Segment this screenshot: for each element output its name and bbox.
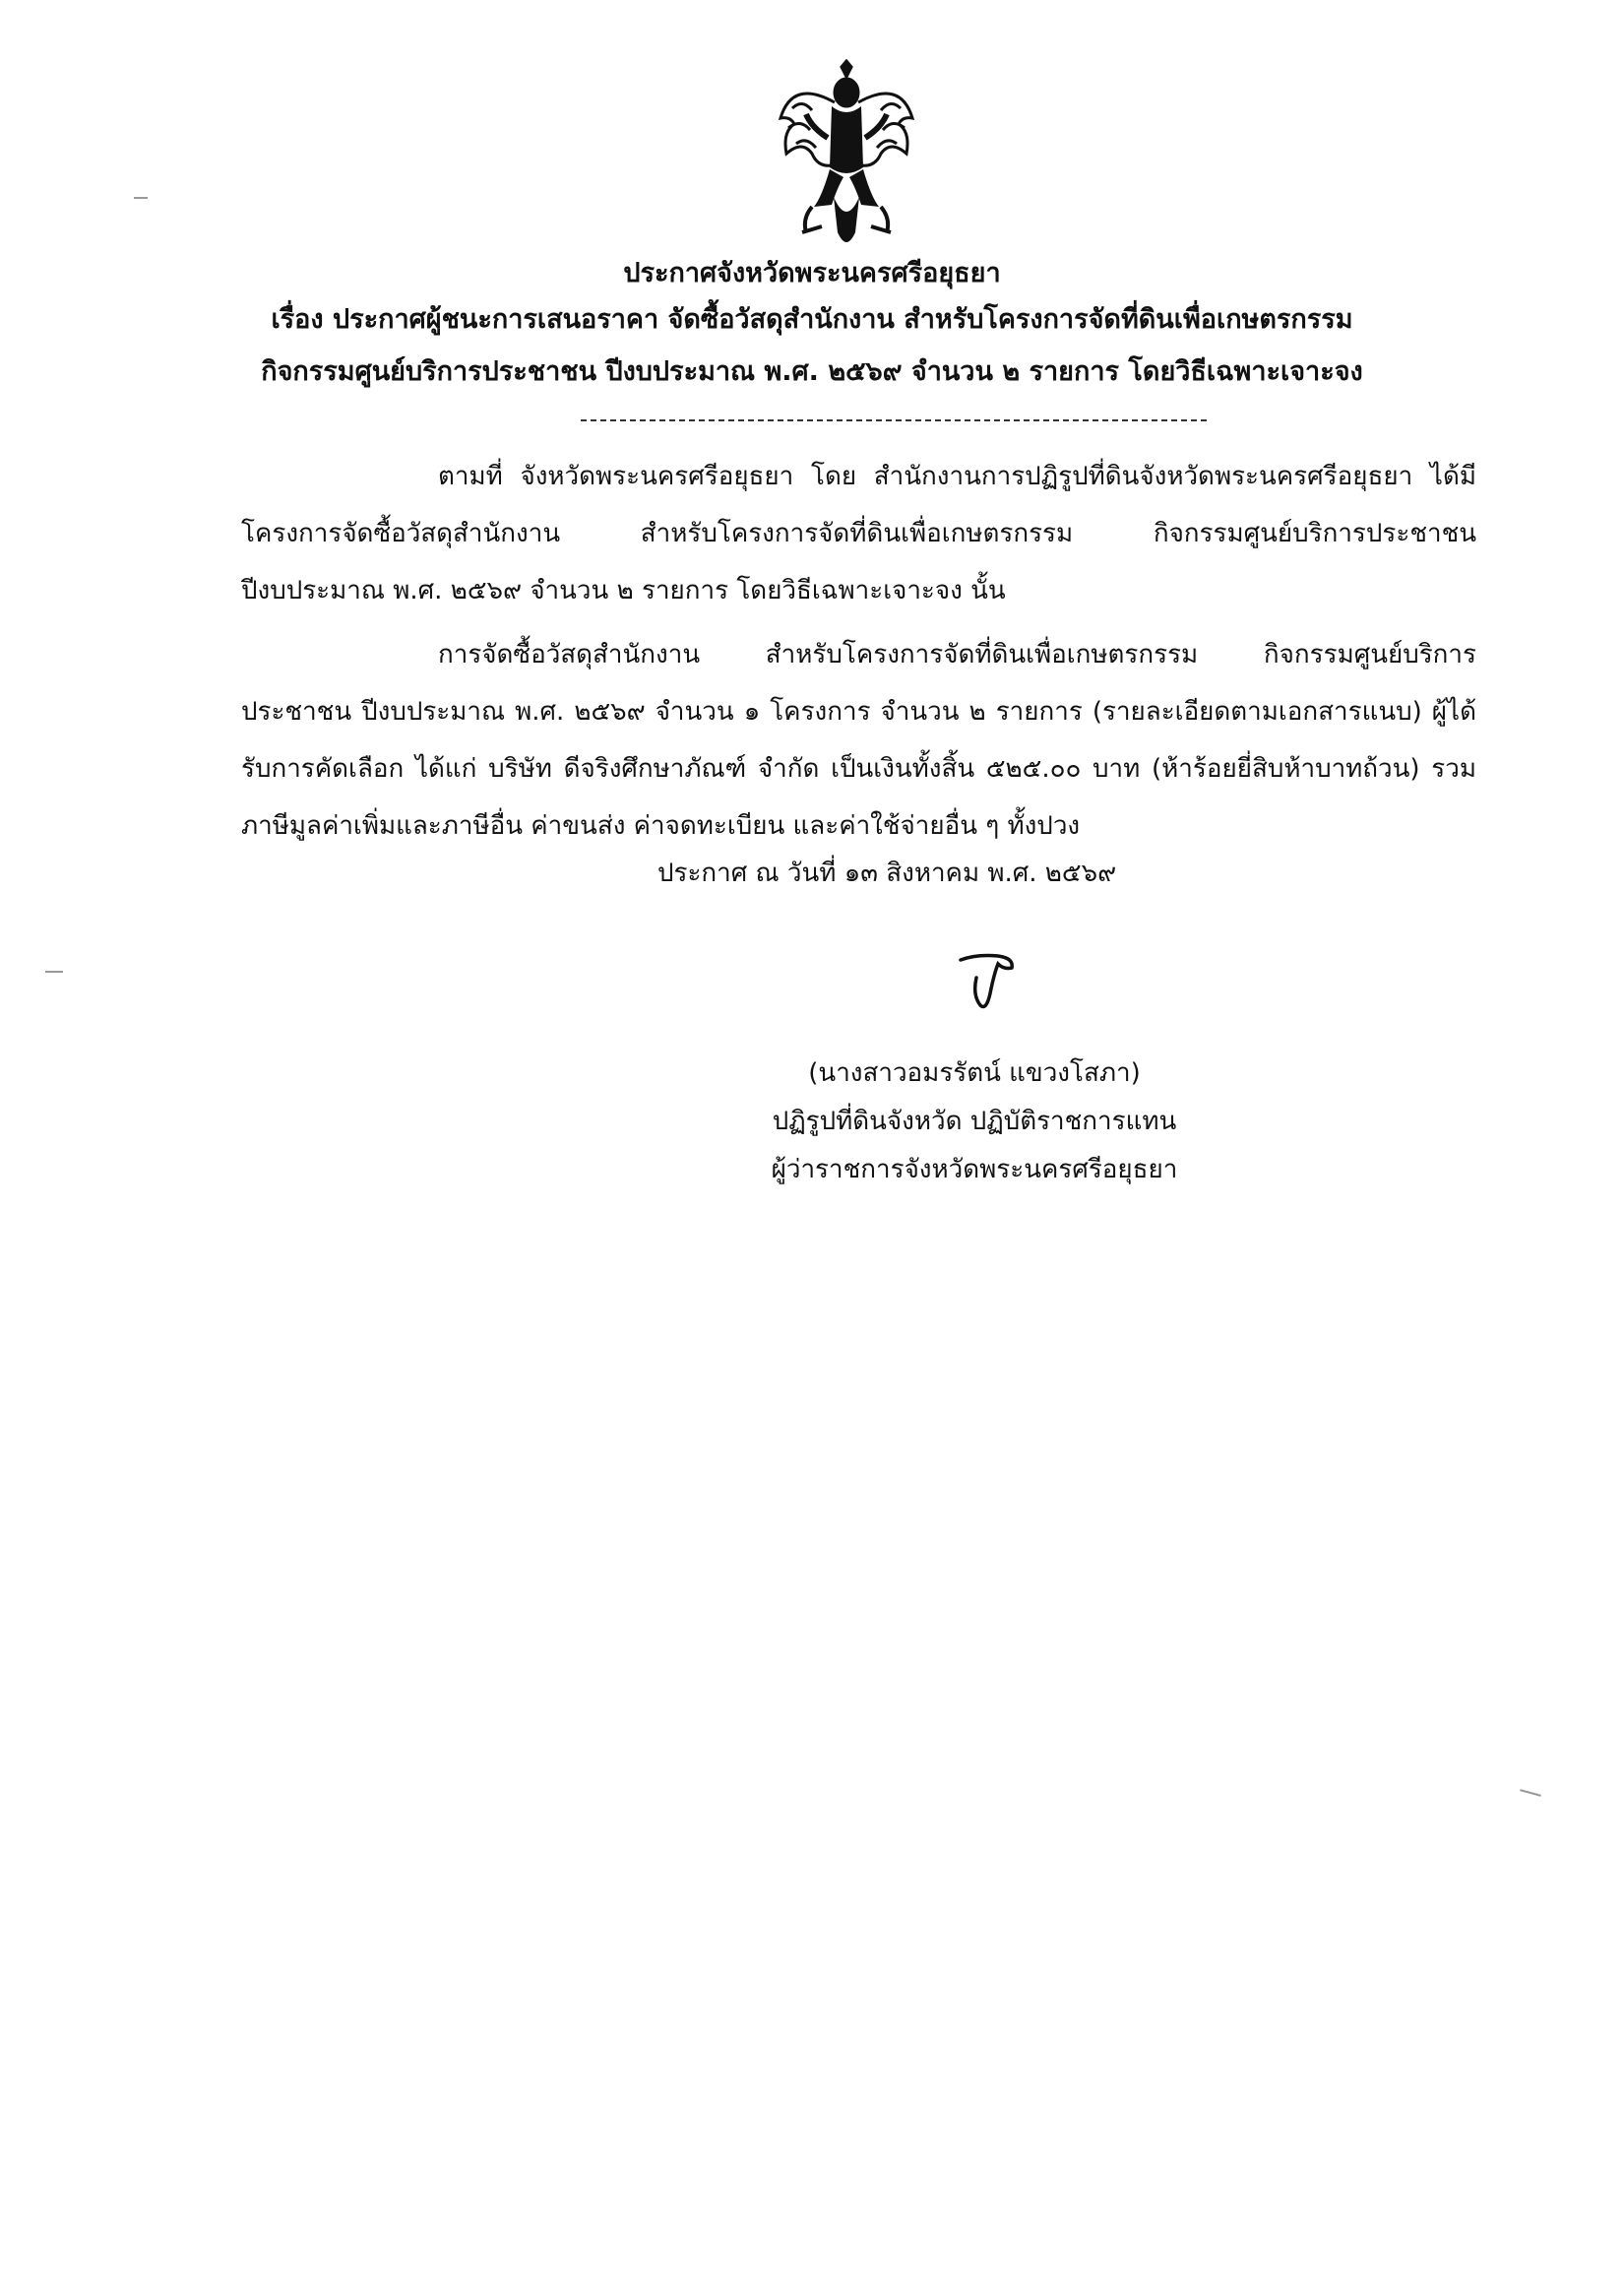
scan-speck — [45, 971, 63, 973]
signatory-name: (นางสาวอมรรัตน์ แขวงโสภา) — [808, 1058, 1141, 1088]
signatory-position: ปฏิรูปที่ดินจังหวัด ปฏิบัติราชการแทน — [772, 1107, 1177, 1136]
signature-block — [728, 1050, 1220, 1194]
announcement-date: ประกาศ ณ วันที่ ๑๓ สิงหาคม พ.ศ. ๒๕๖๙ — [657, 859, 1117, 888]
handwritten-signature — [955, 950, 1024, 1019]
paragraph-award: การจัดซื้อวัสดุสำนักงาน สำหรับโครงการจัดที่ดินเพื่อเกษตรกรรม กิจกรรมศูนย์บริการ ประชาชน ปีงบประมาณ พ.ศ. ๒๕๖๙ จำนวน ๑ โครงการ จำนวน ๒ รายการ (รายละเอียดตามเอกสารแนบ) ผู้ได้รับการคัดเลือก ได้แก่ บริษัท ดีจริงศึกษาภัณฑ์ จำกัด เป็นเงินทั้งสิ้น ๕๒๕.๐๐ บาท (ห้าร้อยยี่สิบห้าบาทถ้วน) รวมภาษีมูลค่าเพิ่มและภาษีอื่น ค่าขนส่ง ค่าจดทะเบียน และค่าใช้จ่ายอื่น ๆ ทั้งปวง — [241, 640, 1476, 841]
scan-speck — [134, 197, 148, 199]
announcement-title: ประกาศจังหวัดพระนครศรีอยุธยา — [623, 258, 1001, 288]
signatory-authority: ผู้ว่าราชการจังหวัดพระนครศรีอยุธยา — [771, 1155, 1178, 1184]
paragraph-intro: ตามที่ จังหวัดพระนครศรีอยุธยา โดย สำนักงานการปฏิรูปที่ดินจังหวัดพระนครศรีอยุธยา ได้มีโครงการจัดซื้อวัสดุสำนักงาน สำหรับโครงการจัดที่ดินเพื่อเกษตรกรรม กิจกรรมศูนย์บริการประชาชน ปีงบประมาณ พ.ศ. ๒๕๖๙ จำนวน ๒ รายการ โดยวิธีเฉพาะเจาะจง นั้น — [241, 462, 1476, 605]
subject-line-1: เรื่อง ประกาศผู้ชนะการเสนอราคา จัดซื้อวัสดุสำนักงาน สำหรับโครงการจัดที่ดินเพื่อเกษตรกรรม — [271, 304, 1353, 335]
garuda-emblem-icon — [773, 59, 920, 256]
scan-speck — [1520, 1789, 1541, 1797]
subject-line-2: กิจกรรมศูนย์บริการประชาชน ปีงบประมาณ พ.ศ. ๒๕๖๙ จำนวน ๒ รายการ โดยวิธีเฉพาะเจาะจง — [261, 356, 1363, 387]
header-divider — [581, 419, 1207, 421]
